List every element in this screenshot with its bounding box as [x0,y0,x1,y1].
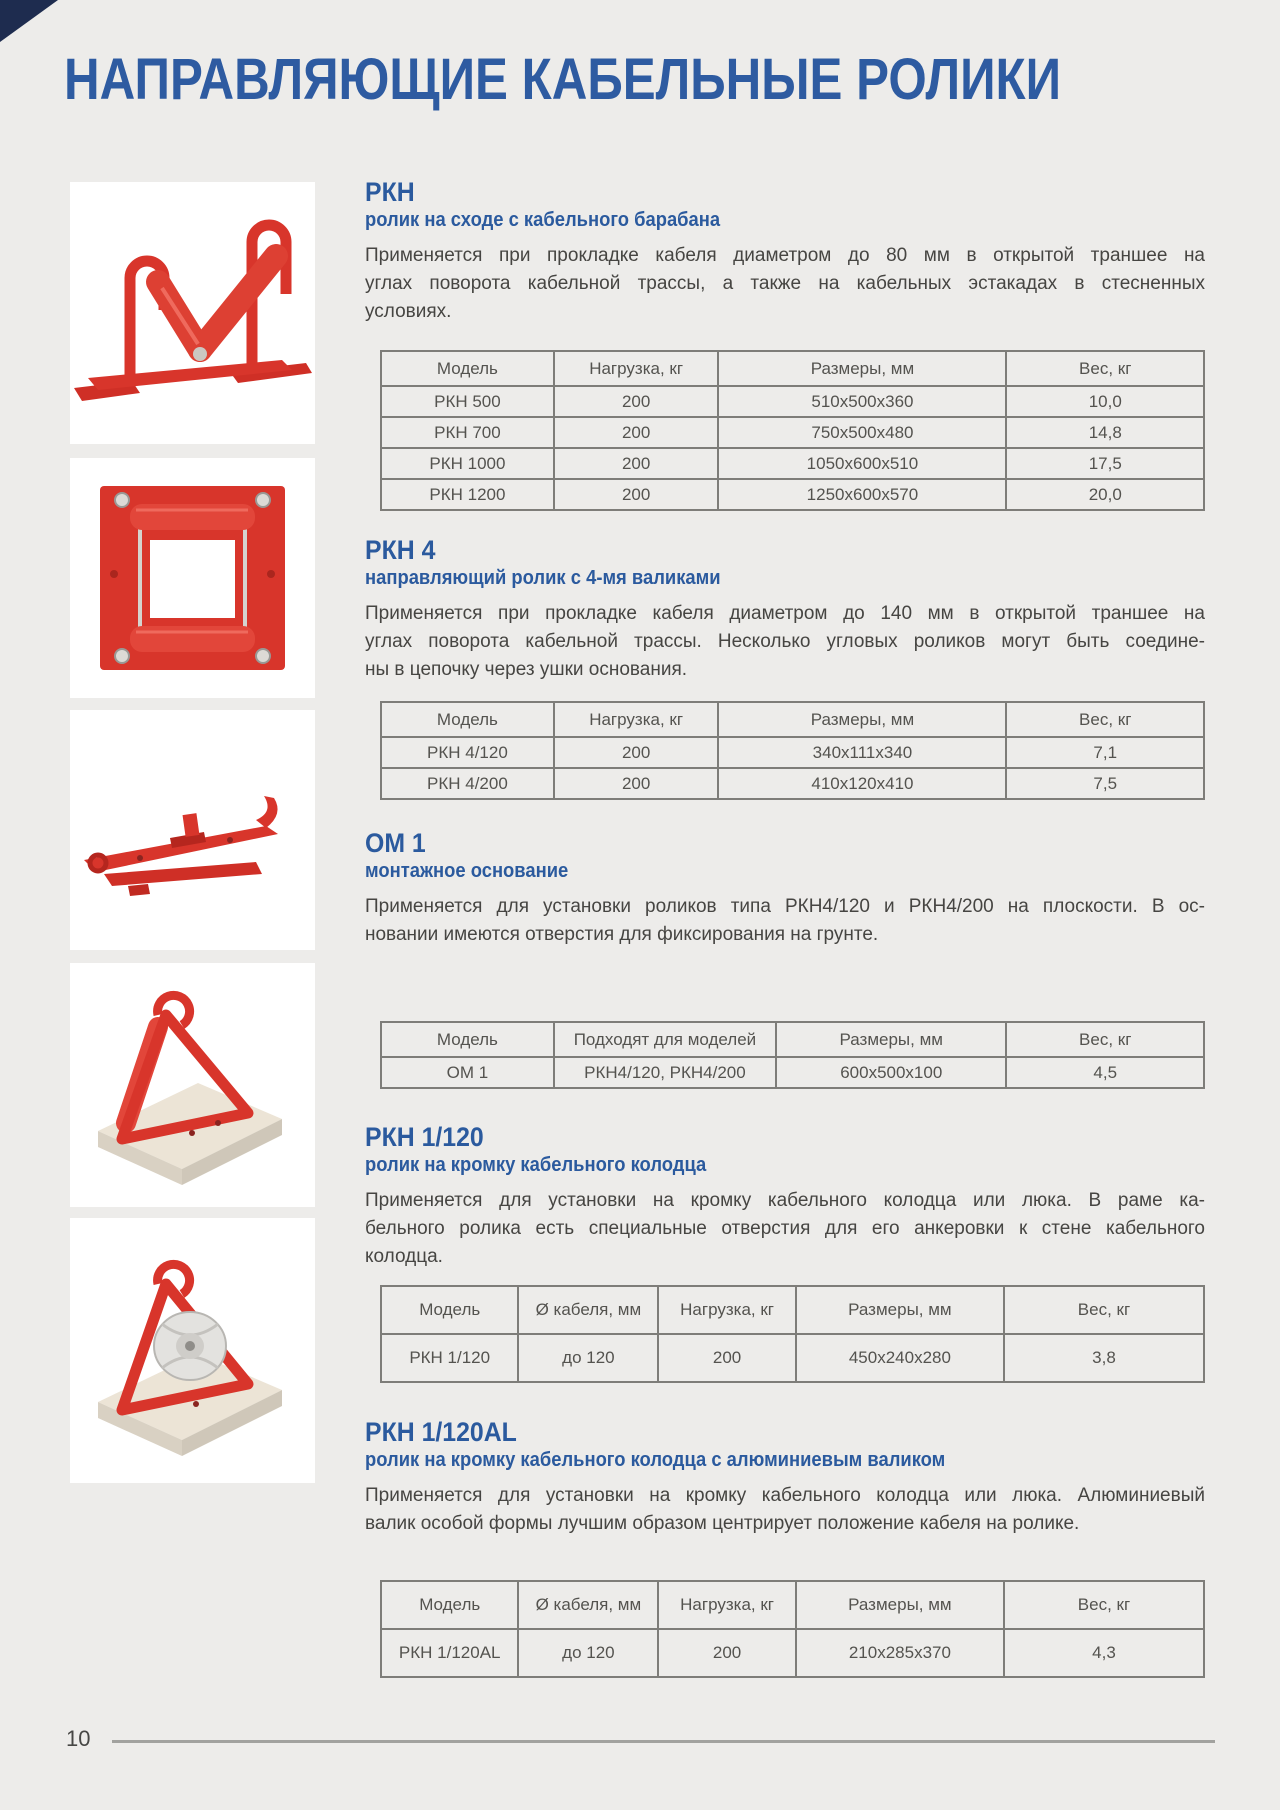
product-section-rkn1-120al [365,1418,1205,1678]
table-cell: 600x500x100 [776,1057,1006,1088]
product-title: РКН 1/120 [365,1122,484,1152]
table-row [381,1629,1204,1677]
table-cell: до 120 [518,1334,658,1382]
table-cell: 200 [554,768,719,799]
description-line: Применяется для установки роликов типа РКН4/120 и РКН4/200 на плоскости. В ос- [365,896,1205,917]
product-section-rkn1-120 [365,1123,1205,1383]
col-header-weight: Вес, кг [1006,1022,1204,1057]
table-cell: РКН 1/120 [381,1334,518,1382]
description-line: углах поворота кабельной трассы. Несколько угловых роликов могут быть соедине- [365,631,1205,652]
col-header-model: Модель [381,1022,554,1057]
footer-divider [112,1740,1215,1743]
col-header-model: Модель [381,1581,518,1629]
col-header-diameter: Ø кабеля, мм [518,1286,658,1334]
product-subtitle: направляющий ролик с 4-мя валиками [365,567,721,589]
table-cell: 20,0 [1006,479,1204,510]
table-cell: РКН 1200 [381,479,554,510]
table-row [381,1057,1204,1088]
table-cell: 200 [658,1629,795,1677]
table-cell: РКН4/120, РКН4/200 [554,1057,776,1088]
table-header-row [381,1286,1204,1334]
table-cell: 10,0 [1006,386,1204,417]
col-header-model: Модель [381,1286,518,1334]
table-cell: до 120 [518,1629,658,1677]
product-subtitle: ролик на сходе с кабельного барабана [365,209,721,231]
table-cell: 4,5 [1006,1057,1204,1088]
table-cell: 200 [554,386,719,417]
description-line: Применяется при прокладке кабеля диаметром до 80 мм в открытой траншее на [365,245,1205,266]
description-line: бельного ролика есть специальные отверстия для его анкеровки к стене кабельного [365,1218,1205,1239]
col-header-weight: Вес, кг [1004,1286,1204,1334]
product-title: РКН 1/120AL [365,1417,517,1447]
col-header-size: Размеры, мм [796,1581,1004,1629]
col-header-load: Нагрузка, кг [658,1581,795,1629]
col-header-weight: Вес, кг [1004,1581,1204,1629]
table-row [381,417,1204,448]
product-description [365,1482,1205,1538]
table-cell: РКН 700 [381,417,554,448]
col-header-load: Нагрузка, кг [554,351,719,386]
description-line: Применяется для установки на кромку кабельного колодца или люка. Алюминиевый [365,1485,1205,1506]
table-row [381,768,1204,799]
table-header-row [381,702,1204,737]
table-cell: РКН 500 [381,386,554,417]
col-header-size: Размеры, мм [776,1022,1006,1057]
rkn1-120al-roller-illustration [70,1218,315,1483]
product-description [365,1187,1205,1271]
table-cell: РКН 4/120 [381,737,554,768]
description-line: углах поворота кабельной трассы, а также на кабельных эстакадах в стесненных [365,273,1205,294]
product-subtitle: монтажное основание [365,860,569,882]
description-line: колодца. [365,1246,443,1267]
product-title: РКН 4 [365,535,436,565]
product-title: ОМ 1 [365,828,426,858]
table-cell: ОМ 1 [381,1057,554,1088]
table-row [381,1334,1204,1382]
table-row [381,448,1204,479]
table-cell: 3,8 [1004,1334,1204,1382]
table-cell: РКН 1000 [381,448,554,479]
product-section-rkn4 [365,536,1205,800]
table-row [381,479,1204,510]
table-row [381,737,1204,768]
om1-base-illustration [70,710,315,950]
table-cell: 1250x600x570 [718,479,1006,510]
product-section-om1 [365,829,1205,1089]
product-photo-rkn1-120 [70,963,315,1207]
col-header-weight: Вес, кг [1006,351,1204,386]
product-title: РКН [365,177,415,207]
page-title: НАПРАВЛЯЮЩИЕ КАБЕЛЬНЫЕ РОЛИКИ [64,47,1062,112]
table-cell: 14,8 [1006,417,1204,448]
spec-table-om1 [380,1021,1205,1089]
rkn1-120-roller-illustration [70,963,315,1207]
description-line: новании имеются отверстия для фиксирования на грунте. [365,924,879,945]
table-cell: 210x285x370 [796,1629,1004,1677]
table-header-row [381,351,1204,386]
spec-table-rkn1-120al [380,1580,1205,1678]
page-number: 10 [66,1726,91,1751]
table-cell: 200 [554,737,719,768]
product-subtitle: ролик на кромку кабельного колодца с алюминиевым валиком [365,1449,946,1471]
product-photo-rkn1-120al [70,1218,315,1483]
description-line: Применяется при прокладке кабеля диаметром до 140 мм в открытой траншее на [365,603,1205,624]
product-photo-om1 [70,710,315,950]
col-header-model: Модель [381,351,554,386]
table-row [381,386,1204,417]
table-cell: 200 [554,448,719,479]
corner-triangle [0,0,58,42]
col-header-load: Нагрузка, кг [658,1286,795,1334]
product-subtitle: ролик на кромку кабельного колодца [365,1154,707,1176]
table-cell: 17,5 [1006,448,1204,479]
table-cell: 510x500x360 [718,386,1006,417]
table-cell: 410x120x410 [718,768,1006,799]
product-description [365,600,1205,684]
col-header-fits: Подходят для моделей [554,1022,776,1057]
table-cell: 200 [554,417,719,448]
col-header-load: Нагрузка, кг [554,702,719,737]
table-cell: 1050x600x510 [718,448,1006,479]
table-cell: РКН 1/120AL [381,1629,518,1677]
table-cell: 4,3 [1004,1629,1204,1677]
description-line: Применяется для установки на кромку кабельного колодца или люка. В раме ка- [365,1190,1205,1211]
description-line: ны в цепочку через ушки основания. [365,659,688,680]
table-cell: РКН 4/200 [381,768,554,799]
description-line: валик особой формы лучшим образом центрирует положение кабеля на ролике. [365,1513,1080,1534]
col-header-size: Размеры, мм [718,351,1006,386]
table-cell: 450x240x280 [796,1334,1004,1382]
table-cell: 200 [554,479,719,510]
col-header-size: Размеры, мм [718,702,1006,737]
col-header-model: Модель [381,702,554,737]
table-cell: 200 [658,1334,795,1382]
product-section-rkn [365,178,1205,511]
spec-table-rkn [380,350,1205,511]
spec-table-rkn4 [380,701,1205,800]
table-cell: 750x500x480 [718,417,1006,448]
col-header-diameter: Ø кабеля, мм [518,1581,658,1629]
spec-table-rkn1-120 [380,1285,1205,1383]
table-cell: 7,5 [1006,768,1204,799]
product-photo-rkn4 [70,458,315,698]
product-description [365,893,1205,949]
product-photo-rkn [70,182,315,444]
table-cell: 7,1 [1006,737,1204,768]
table-header-row [381,1022,1204,1057]
table-header-row [381,1581,1204,1629]
col-header-weight: Вес, кг [1006,702,1204,737]
rkn4-frame-illustration [70,458,315,698]
col-header-size: Размеры, мм [796,1286,1004,1334]
product-description [365,242,1205,326]
description-line: условиях. [365,301,452,322]
table-cell: 340x111x340 [718,737,1006,768]
rkn-roller-stand-illustration [70,182,315,444]
